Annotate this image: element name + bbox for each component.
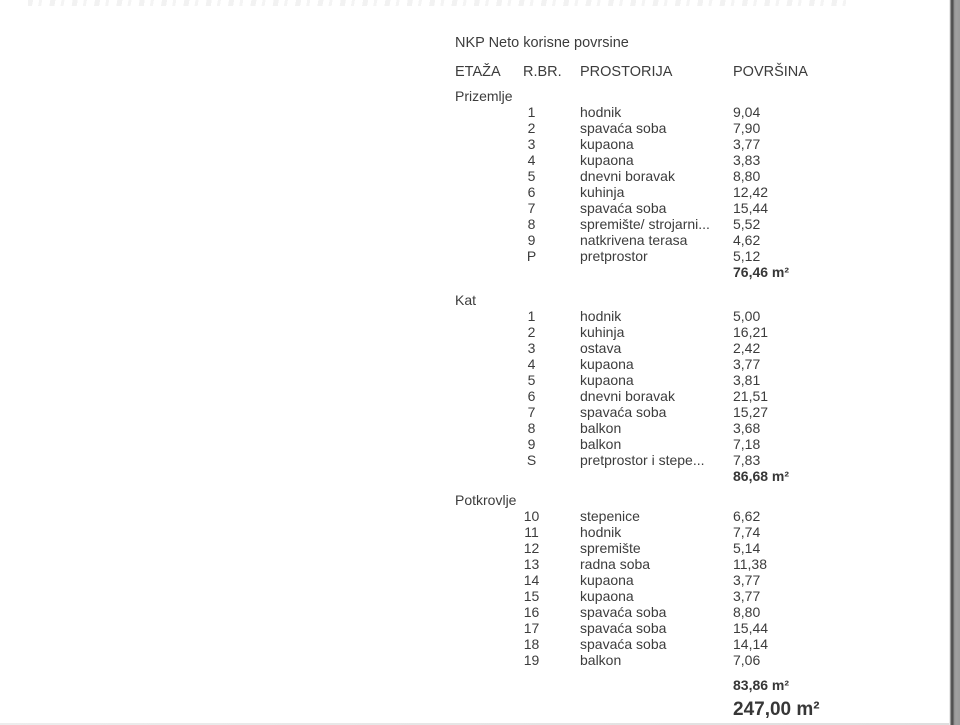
row-number: 10 [523, 508, 540, 524]
scan-artifact-top [28, 0, 846, 6]
section-label-kat: Kat [455, 292, 477, 308]
table-row [455, 200, 955, 216]
cell-area-value: 5,00 [733, 308, 761, 324]
cell-room-name: ostava [580, 340, 622, 356]
cell-room-name: radna soba [580, 556, 651, 572]
cell-etaza [455, 588, 523, 604]
cell-etaza [455, 120, 523, 136]
row-number: 1 [527, 308, 536, 324]
cell-area-value: 2,42 [733, 340, 761, 356]
cell-room-name: spremište/ strojarni... [580, 216, 710, 232]
cell-room-name: pretprostor i stepe... [580, 452, 705, 468]
cell-room-name: spavaća soba [580, 404, 667, 420]
row-number: 5 [527, 168, 536, 184]
cell-area-value: 15,44 [733, 200, 769, 216]
cell-etaza [455, 436, 523, 452]
cell-etaza [455, 324, 523, 340]
cell-rbr [523, 404, 580, 420]
cell-room-name: dnevni boravak [580, 168, 675, 184]
cell-room-name: spremište [580, 540, 641, 556]
col-header-prostorija: PROSTORIJA [580, 64, 673, 80]
row-number: 2 [527, 120, 536, 136]
cell-room-name: hodnik [580, 104, 622, 120]
page-scan-edge [949, 0, 960, 725]
table-row [455, 588, 955, 604]
cell-area-value: 3,68 [733, 420, 761, 436]
cell-etaza [455, 508, 523, 524]
table-row [455, 556, 955, 572]
cell-rbr [523, 216, 580, 232]
cell-etaza [455, 232, 523, 248]
cell-area-value: 5,14 [733, 540, 761, 556]
cell-area-value: 3,83 [733, 152, 761, 168]
cell-etaza [455, 652, 523, 668]
cell-area-value: 5,52 [733, 216, 761, 232]
row-number: 8 [527, 420, 536, 436]
cell-area-value: 7,06 [733, 652, 761, 668]
table-sections [455, 88, 955, 693]
cell-area-value: 7,83 [733, 452, 761, 468]
row-number: 4 [527, 152, 536, 168]
row-number: 9 [527, 232, 536, 248]
cell-area-value: 3,77 [733, 572, 761, 588]
cell-rbr [523, 388, 580, 404]
cell-etaza [455, 152, 523, 168]
section-subtotal-value: 76,46 m² [733, 264, 790, 280]
cell-rbr [523, 324, 580, 340]
cell-etaza [455, 372, 523, 388]
cell-area-value: 3,77 [733, 136, 761, 152]
cell-area-value: 3,81 [733, 372, 761, 388]
cell-area-value: 4,62 [733, 232, 761, 248]
table-row [455, 524, 955, 540]
table-row [455, 636, 955, 652]
table-row [455, 168, 955, 184]
table-row [455, 540, 955, 556]
cell-etaza [455, 524, 523, 540]
cell-rbr [523, 120, 580, 136]
cell-room-name: balkon [580, 652, 622, 668]
cell-room-name: balkon [580, 420, 622, 436]
cell-etaza [455, 168, 523, 184]
cell-area-value: 15,27 [733, 404, 769, 420]
cell-etaza [455, 136, 523, 152]
section-prizemlje [455, 88, 955, 280]
cell-rbr [523, 248, 580, 264]
cell-rbr [523, 356, 580, 372]
cell-room-name: kupaona [580, 588, 634, 604]
cell-etaza [455, 264, 523, 280]
cell-area-value: 7,74 [733, 524, 761, 540]
row-number: 3 [527, 136, 536, 152]
cell-room-name: spavaća soba [580, 604, 667, 620]
cell-rbr [523, 340, 580, 356]
table-row [455, 404, 955, 420]
cell-rbr [523, 372, 580, 388]
cell-room-name: natkrivena terasa [580, 232, 688, 248]
cell-etaza [455, 556, 523, 572]
col-header-etaza: ETAŽA [455, 64, 501, 80]
table-row [455, 216, 955, 232]
table-row [455, 652, 955, 668]
cell-room-name: kupaona [580, 356, 634, 372]
table-row [455, 436, 955, 452]
cell-etaza [455, 404, 523, 420]
row-number: 3 [527, 340, 536, 356]
cell-area-value: 3,77 [733, 356, 761, 372]
cell-rbr [523, 200, 580, 216]
table-row [455, 604, 955, 620]
cell-room-name: kuhinja [580, 184, 625, 200]
row-number: 12 [523, 540, 540, 556]
section-label-prizemlje: Prizemlje [455, 88, 513, 104]
cell-etaza [455, 636, 523, 652]
cell-rbr [523, 524, 580, 540]
section-subtotal-row [455, 468, 955, 484]
cell-rbr [523, 468, 580, 484]
cell-rbr [523, 168, 580, 184]
cell-rbr [523, 572, 580, 588]
cell-etaza [455, 420, 523, 436]
cell-etaza [455, 248, 523, 264]
cell-etaza [455, 340, 523, 356]
row-number: 4 [527, 356, 536, 372]
row-number: 16 [523, 604, 540, 620]
table-row [455, 452, 955, 468]
row-number: S [526, 452, 537, 468]
cell-room-name: kupaona [580, 372, 634, 388]
cell-etaza [455, 184, 523, 200]
table-row [455, 324, 955, 340]
table-row [455, 340, 955, 356]
table-row [455, 248, 955, 264]
cell-rbr [523, 232, 580, 248]
table-row [455, 136, 955, 152]
cell-area-value: 8,80 [733, 168, 761, 184]
row-number: 8 [527, 216, 536, 232]
col-header-rbr: R.BR. [523, 64, 562, 80]
row-number: 13 [523, 556, 540, 572]
cell-room-name: stepenice [580, 508, 640, 524]
cell-rbr [523, 508, 580, 524]
table-row [455, 308, 955, 324]
cell-area-value: 21,51 [733, 388, 769, 404]
row-number: P [526, 248, 537, 264]
row-number: 7 [527, 200, 536, 216]
row-number: 6 [527, 388, 536, 404]
row-number: 6 [527, 184, 536, 200]
cell-rbr [523, 308, 580, 324]
cell-rbr [523, 136, 580, 152]
table-row [455, 572, 955, 588]
cell-rbr [523, 152, 580, 168]
section-subtotal-row [455, 677, 955, 693]
cell-rbr [523, 677, 580, 693]
cell-rbr [523, 436, 580, 452]
cell-room-name: spavaća soba [580, 620, 667, 636]
row-number: 5 [527, 372, 536, 388]
cell-area-value: 6,62 [733, 508, 761, 524]
row-number: 7 [527, 404, 536, 420]
cell-room-name: kupaona [580, 572, 634, 588]
cell-room-name: kuhinja [580, 324, 625, 340]
cell-rbr [523, 264, 580, 280]
section-label-potkrovlje: Potkrovlje [455, 492, 517, 508]
table-header [455, 64, 955, 80]
table-row [455, 420, 955, 436]
section-subtotal-row [455, 264, 955, 280]
cell-area-value: 16,21 [733, 324, 769, 340]
cell-etaza [455, 604, 523, 620]
section-subtotal-value: 86,68 m² [733, 468, 790, 484]
table-row [455, 152, 955, 168]
cell-room-name: balkon [580, 436, 622, 452]
cell-room-name: kupaona [580, 136, 634, 152]
row-number: 15 [523, 588, 540, 604]
cell-room-name [580, 468, 733, 484]
cell-room-name: spavaća soba [580, 200, 667, 216]
cell-room-name: spavaća soba [580, 636, 667, 652]
cell-etaza [455, 200, 523, 216]
table-row [455, 508, 955, 524]
cell-area-value: 5,12 [733, 248, 761, 264]
cell-etaza [455, 452, 523, 468]
cell-etaza [455, 104, 523, 120]
cell-etaza [455, 677, 523, 693]
cell-rbr [523, 184, 580, 200]
cell-rbr [523, 604, 580, 620]
cell-room-name: spavaća soba [580, 120, 667, 136]
cell-rbr [523, 636, 580, 652]
cell-rbr [523, 620, 580, 636]
cell-rbr [523, 420, 580, 436]
cell-room-name: dnevni boravak [580, 388, 675, 404]
cell-room-name: pretprostor [580, 248, 648, 264]
cell-etaza [455, 308, 523, 324]
cell-area-value: 7,90 [733, 120, 761, 136]
table-row [455, 184, 955, 200]
cell-area-value: 14,14 [733, 636, 769, 652]
table-row [455, 104, 955, 120]
cell-area-value: 9,04 [733, 104, 761, 120]
table-row [455, 120, 955, 136]
cell-etaza [455, 356, 523, 372]
cell-rbr [523, 652, 580, 668]
table-row [455, 356, 955, 372]
area-table [455, 33, 955, 722]
cell-area-value: 11,38 [733, 556, 767, 572]
row-number: 1 [527, 104, 536, 120]
section-potkrovlje [455, 492, 955, 693]
row-number: 17 [523, 620, 540, 636]
cell-etaza [455, 468, 523, 484]
row-number: 9 [527, 436, 536, 452]
cell-etaza [455, 216, 523, 232]
cell-rbr [523, 556, 580, 572]
grand-total: 247,00 m² [733, 699, 820, 720]
row-number: 18 [523, 636, 540, 652]
section-kat [455, 292, 955, 484]
cell-room-name: hodnik [580, 524, 622, 540]
cell-etaza [455, 572, 523, 588]
cell-room-name [580, 264, 733, 280]
cell-etaza [455, 540, 523, 556]
table-row [455, 372, 955, 388]
cell-etaza [455, 620, 523, 636]
row-number: 2 [527, 324, 536, 340]
section-subtotal-value: 83,86 m² [733, 677, 790, 693]
table-title: NKP Neto korisne povrsine [455, 35, 629, 51]
table-row [455, 232, 955, 248]
table-row [455, 620, 955, 636]
table-row [455, 388, 955, 404]
cell-area-value: 3,77 [733, 588, 761, 604]
cell-room-name: hodnik [580, 308, 622, 324]
cell-room-name [580, 677, 733, 693]
row-number: 14 [523, 572, 540, 588]
cell-rbr [523, 104, 580, 120]
cell-rbr [523, 540, 580, 556]
row-number: 11 [524, 524, 539, 540]
cell-area-value: 15,44 [733, 620, 769, 636]
col-header-povrsina: POVRŠINA [733, 64, 808, 80]
cell-area-value: 12,42 [733, 184, 769, 200]
cell-etaza [455, 388, 523, 404]
cell-rbr [523, 452, 580, 468]
cell-area-value: 8,80 [733, 604, 761, 620]
cell-rbr [523, 588, 580, 604]
cell-room-name: kupaona [580, 152, 634, 168]
cell-area-value: 7,18 [733, 436, 761, 452]
row-number: 19 [523, 652, 540, 668]
